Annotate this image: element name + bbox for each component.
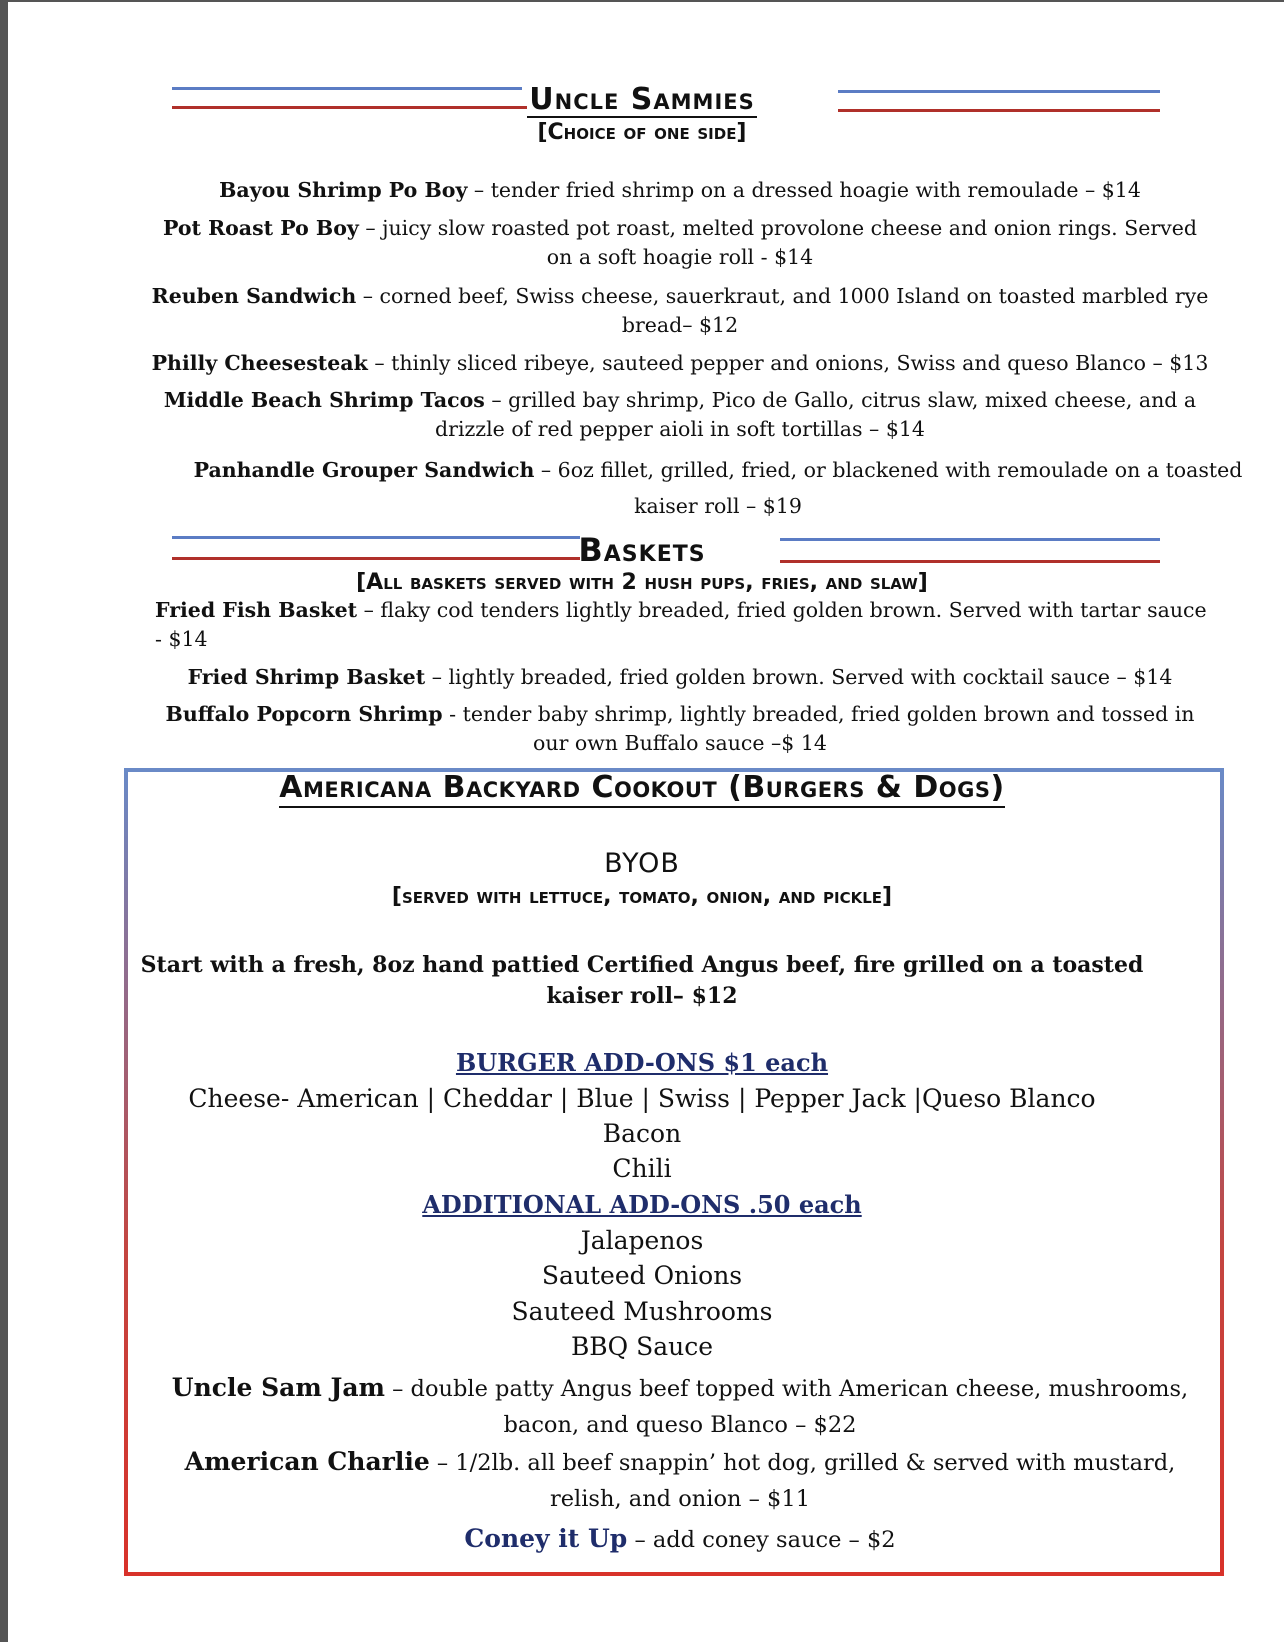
menu-item-desc: – 6oz fillet, grilled, fried, or blackened with remoulade on a toasted kaiser roll – $19 — [534, 458, 1243, 518]
menu-item — [140, 349, 1220, 378]
byob-heading: BYOB — [604, 848, 680, 879]
byob-subtitle: [served with lettuce, tomato, onion, and pickle] — [391, 884, 893, 909]
menu-item-name: Fried Fish Basket — [155, 598, 358, 622]
menu-item-name: Panhandle Grouper Sandwich — [193, 458, 535, 482]
menu-item-desc: – lightly breaded, fried golden brown. Served with cocktail sauce – $14 — [425, 665, 1173, 689]
addon-line: Cheese- American | Cheddar | Blue | Swiss | Pepper Jack |Queso Blanco — [188, 1084, 1096, 1113]
menu-item — [150, 176, 1210, 205]
menu-item-name: Pot Roast Po Boy — [162, 216, 359, 240]
addon-line: Sauteed Onions — [541, 1261, 743, 1290]
page-edge-top — [0, 0, 1284, 2]
menu-item — [150, 282, 1210, 340]
menu-item — [160, 1521, 1200, 1558]
menu-item-name: Reuben Sandwich — [151, 284, 357, 308]
page-edge — [0, 0, 8, 1642]
menu-item-desc: – grilled bay shrimp, Pico de Gallo, citrus slaw, mixed cheese, and a drizzle of red pepper aioli in soft tortillas – $14 — [435, 388, 1197, 441]
additional-addons-heading — [0, 1190, 1284, 1219]
menu-item-desc: – double patty Angus beef topped with American cheese, mushrooms, bacon, and queso Blanco – $22 — [384, 1376, 1189, 1438]
menu-item-name: Bayou Shrimp Po Boy — [219, 178, 468, 202]
menu-item-name: Middle Beach Shrimp Tacos — [163, 388, 485, 412]
menu-item-name: Uncle Sam Jam — [171, 1373, 385, 1402]
menu-item-desc: – juicy slow roasted pot roast, melted provolone cheese and onion rings. Served on a soft hoagie roll - $14 — [358, 216, 1198, 269]
menu-item — [155, 386, 1205, 444]
menu-item-desc: – add coney sauce – $2 — [627, 1527, 896, 1553]
section-title-text: Baskets — [578, 531, 706, 569]
addon-line: Sauteed Mushrooms — [511, 1297, 773, 1326]
menu-item-name: Philly Cheesesteak — [151, 351, 368, 375]
burger-addons-heading-text: BURGER ADD-ONS $1 each — [455, 1048, 829, 1077]
byob-description-line2: kaiser roll– $12 — [546, 983, 738, 1009]
addon-line: Bacon — [602, 1119, 682, 1148]
section-subtitle: [All baskets served with 2 hush pups, fries, and slaw] — [356, 570, 928, 595]
menu-item — [155, 214, 1205, 272]
cookout-title — [0, 770, 1284, 808]
section-title-text: Uncle Sammies — [529, 82, 755, 117]
byob-description-line1: Start with a fresh, 8oz hand pattied Certified Angus beef, fire grilled on a toasted — [140, 952, 1144, 978]
menu-item — [150, 663, 1210, 692]
section-subtitle: [Choice of one side] — [537, 120, 747, 145]
menu-item — [160, 452, 1276, 524]
menu-item-desc: – 1/2lb. all beef snappin’ hot dog, grilled & served with mustard, relish, and onion – $11 — [429, 1450, 1176, 1512]
menu-item — [170, 1444, 1190, 1517]
menu-item-name: Buffalo Popcorn Shrimp — [165, 702, 443, 726]
menu-item-name: Fried Shrimp Basket — [187, 665, 426, 689]
cookout-title-text: Americana Backyard Cookout (Burgers & Dogs) — [279, 772, 1004, 808]
menu-item-name: American Charlie — [184, 1447, 430, 1476]
menu-item-name: Coney it Up — [464, 1524, 628, 1553]
burger-addons-heading — [0, 1048, 1284, 1077]
addon-line: BBQ Sauce — [570, 1332, 714, 1361]
section-title — [0, 531, 1284, 569]
section-title — [0, 82, 1284, 118]
addon-line: Chili — [612, 1154, 672, 1183]
additional-addons-heading-text: ADDITIONAL ADD-ONS .50 each — [422, 1190, 862, 1219]
menu-item-desc: – tender fried shrimp on a dressed hoagie with remoulade – $14 — [467, 178, 1141, 202]
menu-item — [160, 1370, 1200, 1443]
menu-item-desc: – flaky cod tenders lightly breaded, fried golden brown. Served with tartar sauce - $14 — [155, 598, 1207, 651]
menu-item-desc: - tender baby shrimp, lightly breaded, fried golden brown and tossed in our own Buffalo sauce –$ 14 — [442, 702, 1195, 755]
menu-item-desc: – corned beef, Swiss cheese, sauerkraut, and 1000 Island on toasted marbled rye bread– $12 — [356, 284, 1209, 337]
menu-item — [160, 700, 1200, 758]
addon-line: Jalapenos — [580, 1226, 704, 1255]
menu-item-desc: – thinly sliced ribeye, sauteed pepper and onions, Swiss and queso Blanco – $13 — [367, 351, 1209, 375]
menu-item — [155, 596, 1215, 654]
